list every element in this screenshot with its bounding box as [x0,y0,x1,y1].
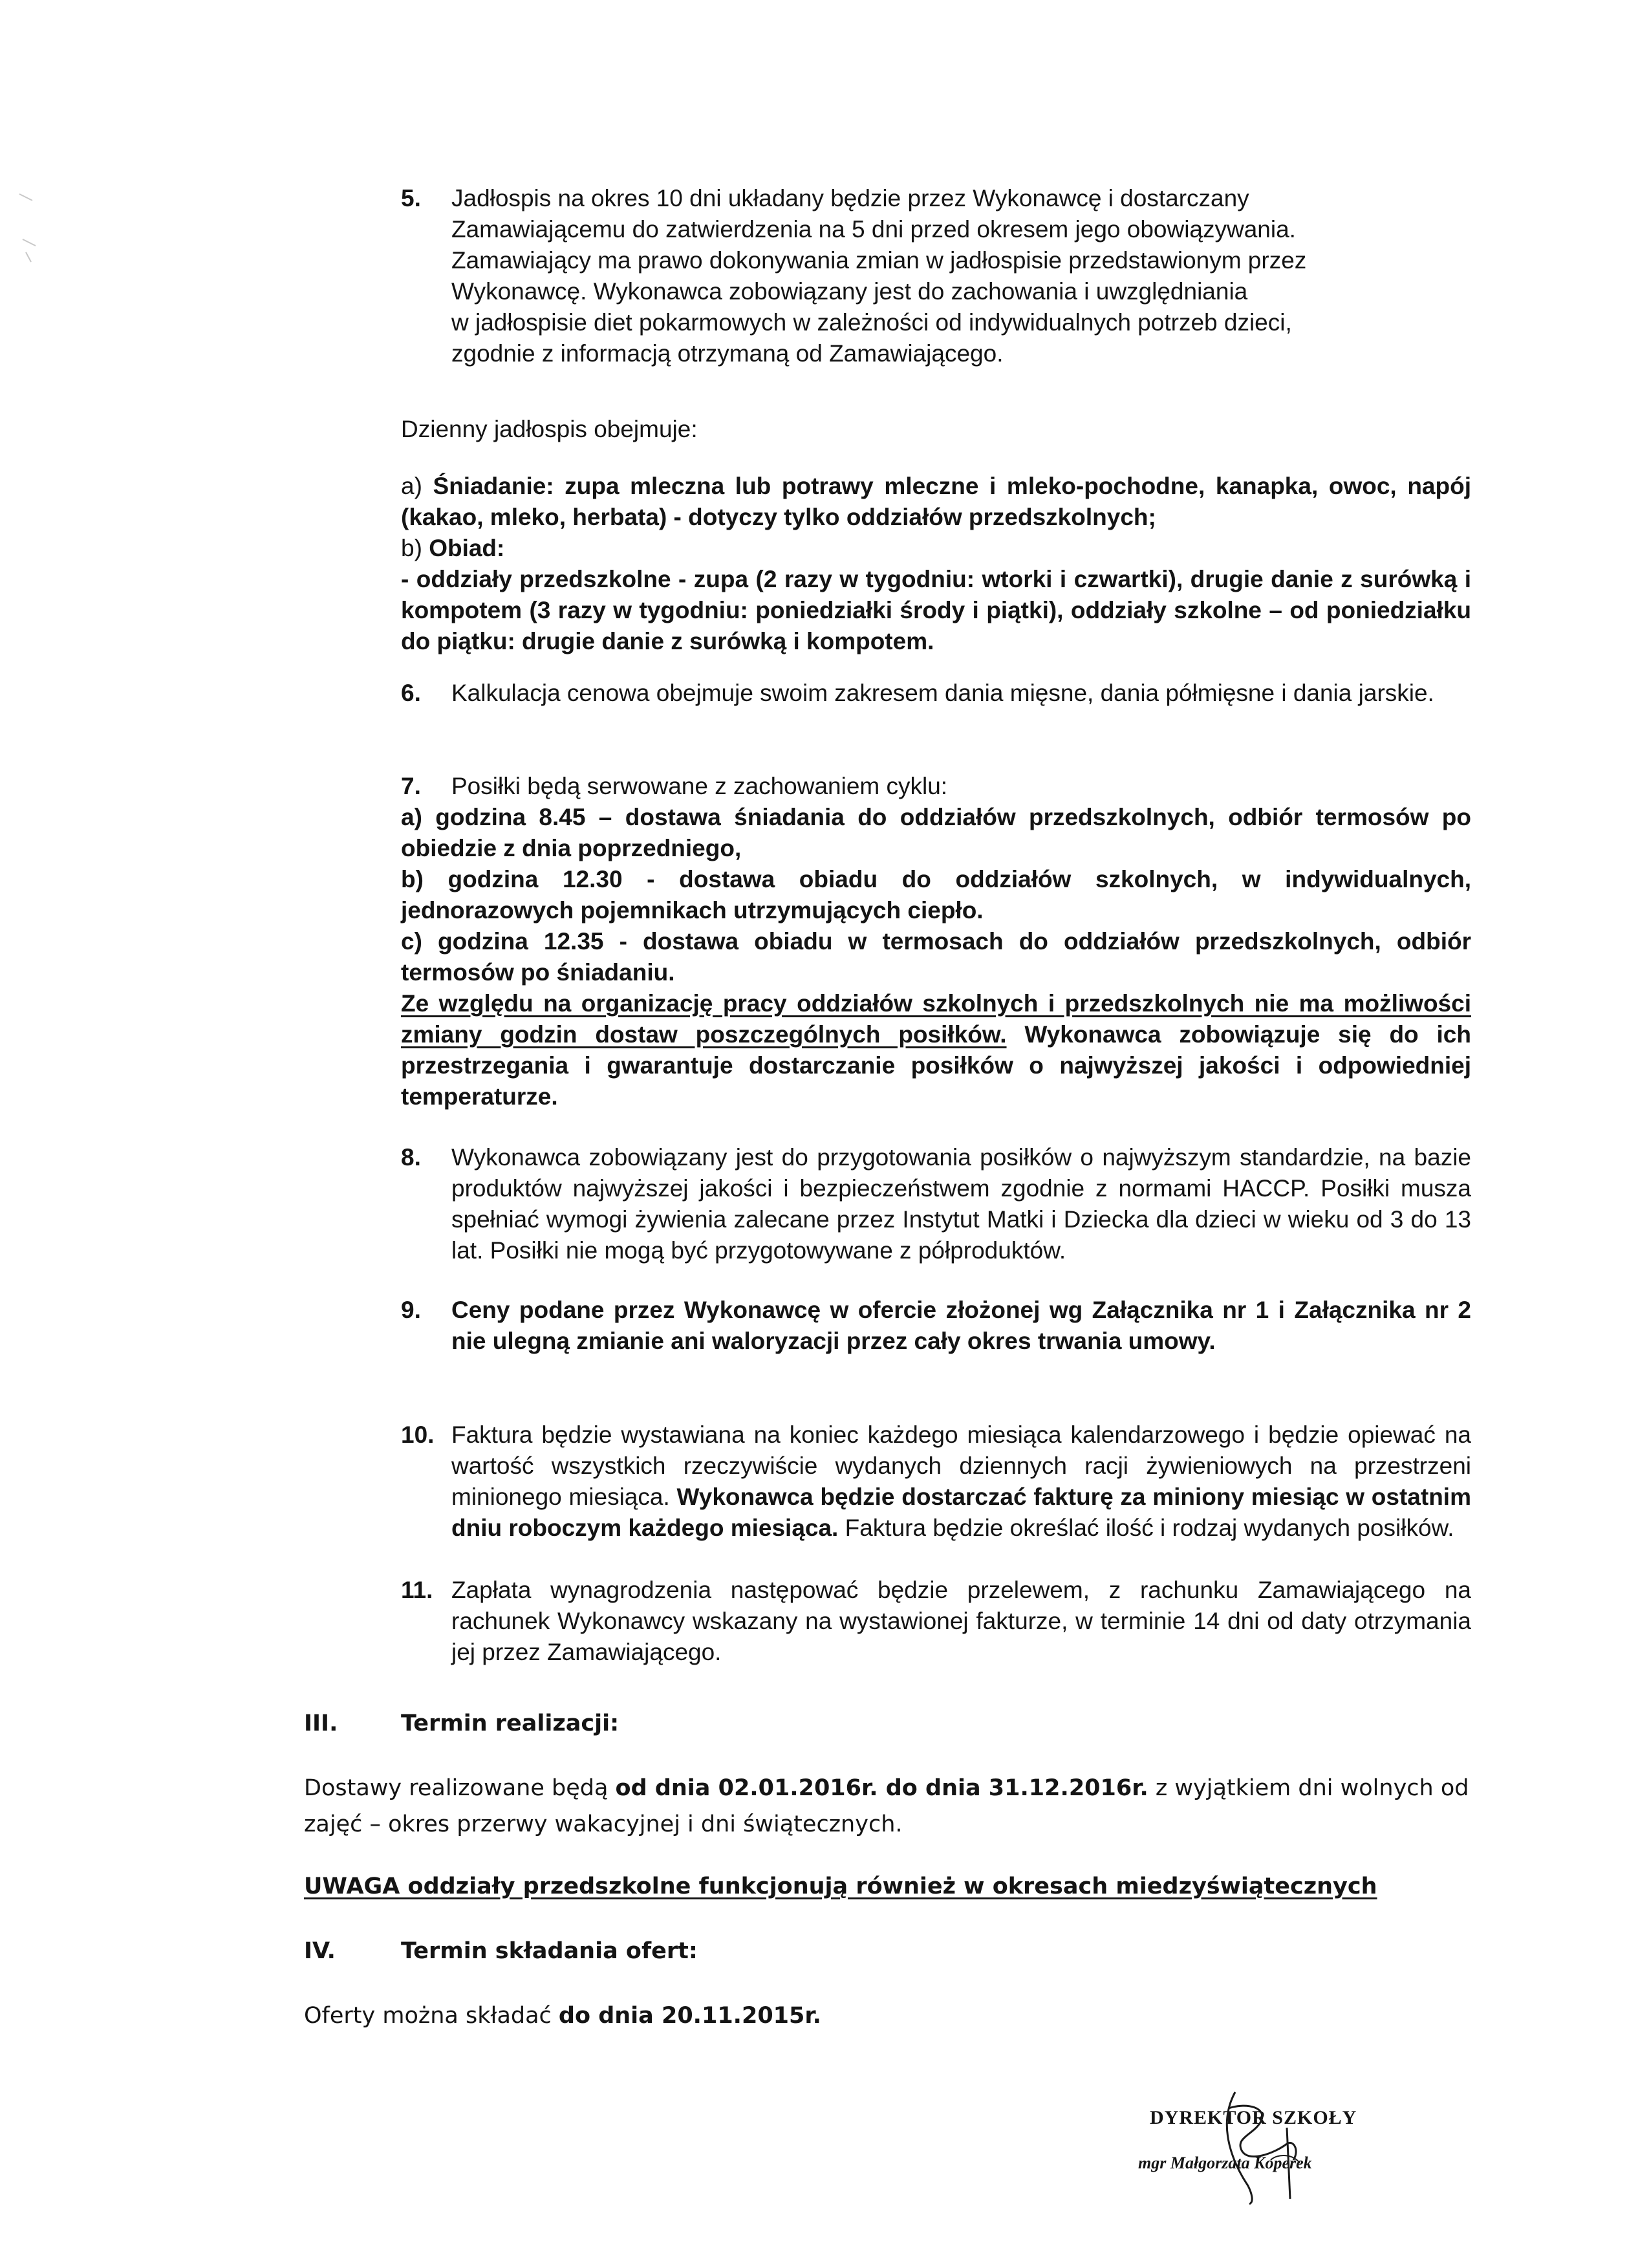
invoice-text-end: Faktura będzie określać ilość i rodzaj wydanych posiłków. [838,1515,1454,1541]
item-number: 8. [401,1144,421,1171]
item-6 [401,678,1471,709]
text-line: w jadłospisie diet pokarmowych w zależności od indywidualnych potrzeb dzieci, [451,309,1292,336]
item-text: Kalkulacja cenowa obejmuje swoim zakresem dania mięsne, dania półmięsne i dania jarskie. [451,680,1434,706]
breakfast-text: Śniadanie: zupa mleczna lub potrawy mleczne i mleko-pochodne, kanapka, owoc, napój (kakao, mleko, herbata) - dotyczy tylko oddziałów przedszkolnych; [401,473,1471,530]
item-text: Ceny podane przez Wykonawcę w ofercie złożonej wg Załącznika nr 1 i Załącznika nr 2 nie ulegną zmianie ani waloryzacji przez cały okres trwania umowy. [451,1297,1471,1354]
item-text: Wykonawca zobowiązany jest do przygotowania posiłków o najwyższym standardzie, na bazie produktów najwyższej jakości i bezpieczeństwem zgodnie z normami HACCP. Posiłki musza spełniać wymogi żywienia zalecane przez Instytut Matki i Dziecka dla dzieci w wieku od 3 do 13 lat. Posiłki nie mogą być przygotowywane z półproduktów. [451,1144,1471,1264]
director-stamp [1138,2089,1371,2205]
schedule-b: b) godzina 12.30 - dostawa obiadu do oddziałów szkolnych, w indywidualnych, jednorazowych pojemnikach utrzymujących ciepło. [401,866,1471,923]
schedule-a: a) godzina 8.45 – dostawa śniadania do oddziałów przedszkolnych, odbiór termosów po obiedzie z dnia poprzedniego, [401,804,1471,861]
item-5 [401,183,1471,369]
uwaga-note: UWAGA oddziały przedszkolne funkcjonują również w okresach miedzyświątecznych [304,1874,1377,1899]
menu-dinner [401,533,1471,564]
section-title: Termin składania ofert: [401,1938,698,1964]
invoice-bold: Wykonawca będzie dostarczać fakturę za miniony miesiąc w ostatnim dniu roboczym każdego miesiąca. [451,1484,1471,1541]
invoice-text: Faktura będzie wystawiana na koniec każdego miesiąca kalendarzowego i będzie opiewać na wartość wszystkich rzeczywiście wydanych dziennych racji żywieniowych na przestrzeni minionego miesiąca. [451,1421,1471,1510]
stamp-name: mgr Małgorzata Koperek [1138,2154,1312,2172]
text-line: Zamawiający ma prawo dokonywania zmian w jadłospisie przedstawionym przez [451,247,1307,274]
item-text [451,183,1471,369]
dinner-label: Obiad: [429,535,505,561]
menu-breakfast [401,471,1471,533]
text-line: Zamawiającemu do zatwierdzenia na 5 dni przed okresem jego obowiązywania. [451,216,1296,243]
scan-mark-icon [13,181,52,272]
delivery-dates: od dnia 02.01.2016r. do dnia 31.12.2016r. [615,1775,1148,1801]
item-number: 9. [401,1297,421,1323]
menu-prefix: b) [401,535,429,561]
signature-icon [1138,2089,1371,2205]
item-number: 5. [401,185,421,211]
item-7 [401,771,1471,802]
schedule-c: c) godzina 12.35 - dostawa obiadu w termosach do oddziałów przedszkolnych, odbiór termosów po śniadaniu. [401,928,1471,986]
item-text: Zapłata wynagrodzenia następować będzie przelewem, z rachunku Zamawiającego na rachunek Wykonawcy wskazany na wystawionej fakturze, w terminie 14 dni od daty otrzymania jej przez Zamawiającego. [451,1577,1471,1665]
delivery-exceptions: zajęć – okres przerwy wakacyjnej i dni świątecznych. [304,1811,903,1837]
menu-prefix: a) [401,473,433,499]
notice-rest: Wykonawca zobowiązuje się do ich przestrzegania i gwarantuje dostarczanie posiłków o najwyższej jakości i odpowiedniej temperaturze. [401,1021,1471,1110]
stamp-title: DYREKTOR SZKOŁY [1150,2107,1357,2128]
dinner-text: - oddziały przedszkolne - zupa (2 razy w tygodniu: wtorki i czwartki), drugie danie z surówką i kompotem (3 razy w tygodniu: poniedziałki środy i piątki), oddziały szkolne – od poniedziałku do piątku: drugie danie z surówką i kompotem. [401,566,1471,654]
schedule-notice [401,988,1471,1112]
offer-deadline [304,2000,821,2032]
section-title: Termin realizacji: [401,1711,620,1736]
item-number: 6. [401,680,421,706]
item-8 [401,1142,1471,1266]
text-line: zgodnie z informacją otrzymaną od Zamawiającego. [451,340,1004,367]
item-10 [401,1420,1471,1544]
item-number: 7. [401,773,421,799]
text-line: Wykonawcę. Wykonawca zobowiązany jest do zachowania i uwzględniania [451,278,1248,305]
item-number: 10. [401,1421,435,1448]
section-number: IV. [304,1938,336,1964]
item-text [451,1420,1471,1544]
notice-underlined: Ze względu na organizację pracy oddziałów szkolnych i przedszkolnych nie ma możliwości zmiany godzin dostaw poszczególnych posiłków. [401,990,1471,1048]
offer-date: do dnia 20.11.2015r. [558,2003,821,2029]
item-11 [401,1575,1471,1668]
offer-text: Oferty można składać [304,2003,559,2029]
item-9 [401,1295,1471,1357]
text-line: Jadłospis na okres 10 dni układany będzie przez Wykonawcę i dostarczany [451,185,1249,211]
item-number: 11. [401,1577,433,1603]
menu-intro: Dzienny jadłospis obejmuje: [401,416,698,442]
section-number: III. [304,1711,338,1736]
delivery-text: Dostawy realizowane będą [304,1775,616,1801]
item-text: Posiłki będą serwowane z zachowaniem cyklu: [451,773,948,799]
delivery-text-end: z wyjątkiem dni wolnych od [1148,1775,1469,1801]
delivery-period [304,1772,1468,1804]
